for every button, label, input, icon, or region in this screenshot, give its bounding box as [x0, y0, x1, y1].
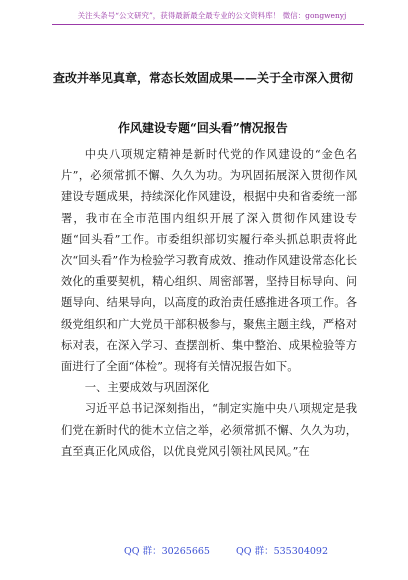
header-divider	[52, 24, 364, 25]
document-body	[61, 144, 357, 462]
header-banner: 关注头条号“公文研究”，获得最新最全最专业的公文资料库！ 微信：gongwenyj	[77, 11, 347, 20]
body-paragraph: 中央八项规定精神是新时代党的作风建设的“金色名片”，必须常抓不懈、久久为功。为巩固拓展深入贯彻作风建设专题成果，持续深化作风建设，根据中央和省委统一部署，我市在全市范围内组织开展了深入贯彻作风建设专题“回头看”工作。市委组织部切实履行牵头抓总职责将此次“回头看”作为检验学习教育成效、推动作风建设常态化长效化的重要契机，精心组织、周密部署，坚持目标导向、问题导向、结果导向，以高度的政治责任感推进各项工作。各级党组织和广大党员干部积极参与，聚焦主题主线，严格对标对表，在深入学习、查摆剖析、集中整治、成果检验等方面进行了全面“体检”。现将有关情况报告如下。	[61, 148, 357, 374]
document-title-line-1: 查改并举见真章，常态长效固成果——关于全市深入贯彻	[53, 71, 354, 85]
footer-qq-group-1: QQ 群：30265665	[124, 546, 210, 557]
footer-qq-group-2: QQ 群：535304092	[236, 546, 328, 557]
body-paragraph: 习近平总书记深刻指出，“制定实施中央八项规定是我们党在新时代的徙木立信之举，必须常抓不懈、久久为功，直至真正化风成俗，以优良党风引领社风民风。”在	[61, 402, 357, 458]
document-title-line-2: 作风建设专题“回头看”情况报告	[118, 121, 288, 135]
section-heading: 一、主要成效与巩固深化	[84, 381, 209, 395]
